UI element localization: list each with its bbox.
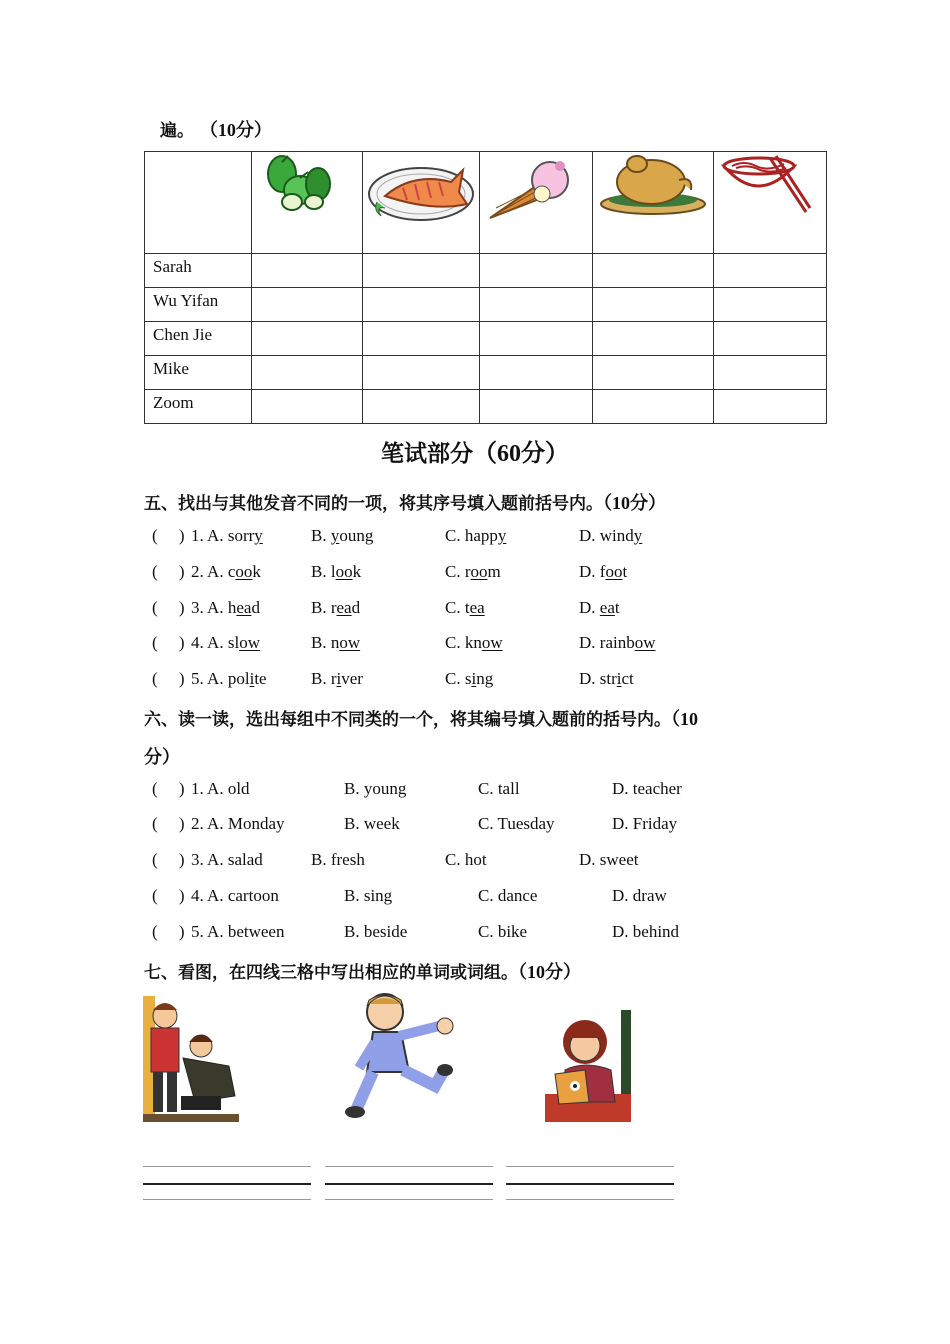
food-cell-vegetables	[252, 152, 363, 254]
option-d	[579, 669, 634, 689]
word-part: D. f	[579, 562, 606, 581]
food-cell-chicken	[593, 152, 714, 254]
option-b	[311, 633, 360, 653]
section5-points: （10分）	[603, 493, 666, 513]
option-c: C. dance	[478, 886, 538, 905]
word-part: oung	[339, 526, 374, 545]
underlined-letters: oo	[335, 562, 353, 581]
question-row	[152, 779, 852, 801]
writing-line-base	[325, 1183, 493, 1185]
option-d	[579, 598, 620, 618]
option-a: 4. A. cartoon	[191, 886, 279, 905]
option-c: C. bike	[478, 922, 528, 941]
option-c	[445, 562, 501, 582]
food-cell-noodles	[714, 152, 827, 254]
answer-bracket: ( )	[152, 562, 185, 581]
answer-bracket: ( )	[152, 922, 185, 941]
option-number: 1. A.	[191, 526, 228, 545]
table-row	[145, 390, 827, 424]
word-part: k	[352, 562, 362, 581]
underlined-letters: ea	[469, 598, 485, 617]
option-a: 1. A. old	[191, 779, 250, 798]
underlined-letters: i	[249, 669, 255, 688]
writing-line-bottom	[143, 1199, 311, 1200]
vegetables-icon	[252, 152, 362, 222]
writing-line-top	[506, 1166, 674, 1167]
food-cell-fish	[363, 152, 480, 254]
helping-family-picture-icon	[143, 996, 239, 1122]
option-number: 5. A.	[191, 669, 228, 688]
option-b: B. sing	[344, 886, 393, 905]
fish-icon	[363, 152, 479, 232]
option-c	[445, 598, 485, 618]
name-cell: Chen Jie	[145, 322, 252, 356]
word-part: ng	[476, 669, 494, 688]
option-a	[191, 598, 260, 618]
table-row	[145, 356, 827, 390]
word-part: D.	[579, 598, 600, 617]
girl-reading-picture-icon	[545, 1010, 631, 1122]
word-part: k	[252, 562, 261, 581]
option-b	[311, 669, 363, 689]
question-row	[152, 886, 852, 908]
corner-cell	[145, 152, 252, 254]
option-b	[311, 526, 373, 546]
section6-points-line2	[144, 743, 180, 769]
table-row	[145, 254, 827, 288]
option-b: B. week	[344, 814, 400, 833]
option-d: D. teacher	[612, 779, 682, 798]
answer-bracket: ( )	[152, 598, 185, 617]
section6-points-line2-text: 分）	[144, 747, 180, 767]
chicken-icon	[593, 152, 713, 218]
top-note-text: 遍。	[160, 121, 194, 141]
question-row	[152, 850, 852, 872]
option-d	[579, 562, 627, 582]
option-d	[579, 526, 642, 546]
kung-fu-boy-picture-icon	[343, 990, 455, 1122]
question-row	[152, 669, 852, 691]
option-number: 4. A.	[191, 633, 228, 652]
top-note-points: （10分）	[199, 120, 272, 140]
underlined-letters: y	[254, 526, 263, 545]
word-part: ct	[621, 669, 634, 688]
question-row	[152, 598, 852, 620]
table-row	[145, 322, 827, 356]
answer-bracket: ( )	[152, 526, 185, 545]
ice-cream-icon	[480, 152, 592, 224]
food-cell-ice-cream	[480, 152, 593, 254]
question-row	[152, 633, 852, 655]
question-row	[152, 526, 852, 548]
option-c: C. hot	[445, 850, 487, 869]
underlined-letters: ow	[481, 633, 503, 652]
option-b: B. fresh	[311, 850, 365, 869]
answer-bracket: ( )	[152, 779, 185, 798]
word-part: t	[614, 598, 620, 617]
option-c: C. Tuesday	[478, 814, 555, 833]
underlined-letters: ow	[339, 633, 361, 652]
option-d: D. behind	[612, 922, 680, 941]
option-b	[311, 598, 360, 618]
section7-heading	[144, 958, 581, 984]
underlined-letters: ow	[634, 633, 656, 652]
food-table	[144, 151, 827, 424]
word-part: D. rainb	[579, 633, 635, 652]
writing-line-top	[143, 1166, 311, 1167]
word-part: te	[254, 669, 267, 688]
word-part: C. kn	[445, 633, 482, 652]
food-header-row	[145, 152, 827, 254]
top-note	[160, 116, 272, 142]
word-part: B. n	[311, 633, 340, 652]
answer-bracket: ( )	[152, 886, 185, 905]
word-part: D. wind	[579, 526, 634, 545]
option-number: 2. A.	[191, 562, 228, 581]
word-part: C. r	[445, 562, 471, 581]
word-part: h	[227, 598, 237, 617]
word-part: D. str	[579, 669, 617, 688]
option-c: C. tall	[478, 779, 520, 798]
underlined-letters: ow	[239, 633, 260, 652]
written-title-text: 笔试部分	[381, 441, 473, 467]
option-a: 5. A. between	[191, 922, 285, 941]
underlined-letters: y	[497, 526, 507, 545]
underlined-letters: i	[336, 669, 342, 688]
underlined-letters: ea	[599, 598, 615, 617]
writing-line-bottom	[325, 1199, 493, 1200]
word-part: B. l	[311, 562, 336, 581]
section5-heading	[144, 489, 666, 515]
option-b	[311, 562, 361, 582]
question-row	[152, 922, 852, 944]
word-part: d	[251, 598, 260, 617]
name-cell: Mike	[145, 356, 252, 390]
word-part: C. s	[445, 669, 472, 688]
underlined-letters: oo	[470, 562, 488, 581]
writing-line-top	[325, 1166, 493, 1167]
underlined-letters: y	[330, 526, 340, 545]
question-row	[152, 814, 852, 836]
option-d: D. Friday	[612, 814, 678, 833]
writing-line-base	[143, 1183, 311, 1185]
underlined-letters: ea	[236, 598, 252, 617]
option-a: 2. A. Monday	[191, 814, 285, 833]
section5-heading-text: 五、找出与其他发音不同的一项，将其序号填入题前括号内。	[144, 494, 603, 514]
answer-bracket: ( )	[152, 850, 185, 869]
option-b: B. young	[344, 779, 407, 798]
word-part: ver	[341, 669, 363, 688]
option-d	[579, 633, 656, 653]
word-part: d	[351, 598, 361, 617]
word-part: B. r	[311, 598, 337, 617]
option-a	[191, 669, 267, 689]
name-cell: Sarah	[145, 254, 252, 288]
section7-points: （10分）	[518, 962, 581, 982]
word-part: C. t	[445, 598, 470, 617]
writing-line-bottom	[506, 1199, 674, 1200]
option-number: 3. A.	[191, 598, 228, 617]
option-a	[191, 633, 260, 653]
writing-line-base	[506, 1183, 674, 1185]
underlined-letters: i	[471, 669, 477, 688]
option-b: B. beside	[344, 922, 408, 941]
option-d: D. sweet	[579, 850, 639, 869]
name-cell: Wu Yifan	[145, 288, 252, 322]
answer-bracket: ( )	[152, 814, 185, 833]
answer-bracket: ( )	[152, 669, 185, 688]
option-c	[445, 526, 506, 546]
option-c	[445, 633, 503, 653]
table-row	[145, 288, 827, 322]
word-part: pol	[227, 669, 250, 688]
word-part: C. happ	[445, 526, 498, 545]
option-d: D. draw	[612, 886, 667, 905]
name-cell: Zoom	[145, 390, 252, 424]
option-a	[191, 562, 261, 582]
word-part: sorr	[227, 526, 255, 545]
noodles-icon	[714, 152, 826, 216]
section6-heading	[144, 705, 698, 731]
underlined-letters: ea	[336, 598, 352, 617]
underlined-letters: oo	[235, 562, 253, 581]
word-part: c	[227, 562, 236, 581]
written-title-points: （60分）	[473, 441, 569, 467]
section6-heading-text: 六、读一读，选出每组中不同类的一个，将其编号填入题前的括号内。	[144, 710, 671, 730]
section7-heading-text: 七、看图，在四线三格中写出相应的单词或词组。	[144, 963, 518, 983]
underlined-letters: i	[616, 669, 622, 688]
section6-points-line1: （10	[671, 709, 698, 729]
written-part-title	[0, 433, 950, 468]
underlined-letters: oo	[605, 562, 623, 581]
option-a: 3. A. salad	[191, 850, 263, 869]
answer-bracket: ( )	[152, 633, 185, 652]
option-c	[445, 669, 493, 689]
word-part: B.	[311, 526, 331, 545]
question-row	[152, 562, 852, 584]
word-part: sl	[227, 633, 240, 652]
word-part: m	[487, 562, 501, 581]
word-part: t	[622, 562, 628, 581]
underlined-letters: y	[633, 526, 643, 545]
option-a	[191, 526, 263, 546]
word-part: B. r	[311, 669, 337, 688]
